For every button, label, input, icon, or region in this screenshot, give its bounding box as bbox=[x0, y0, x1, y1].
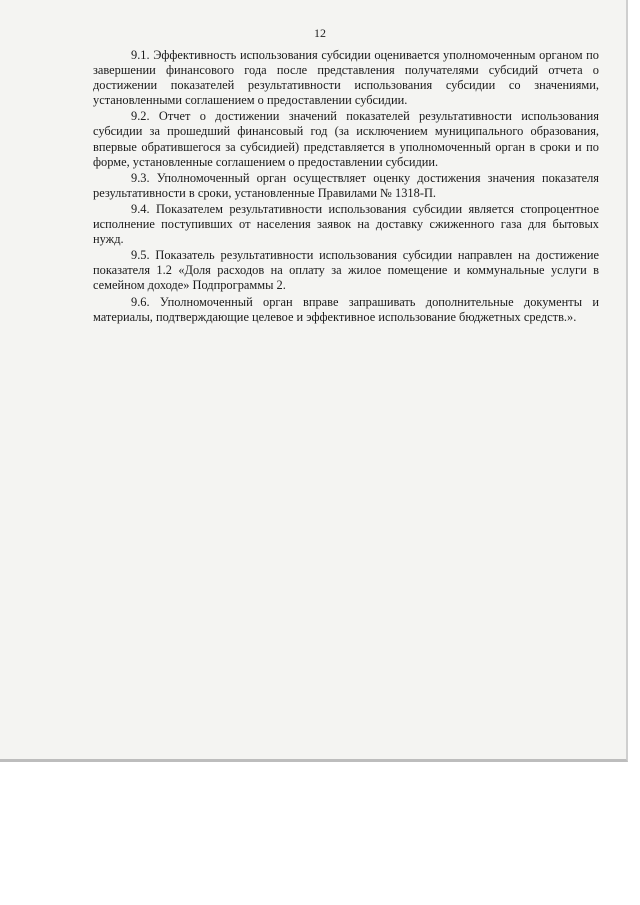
paragraph-9-6: 9.6. Уполномоченный орган вправе запрашивать дополнительные документы и материалы, подтверждающие целевое и эффективное использование бюджетных средств.». bbox=[93, 294, 599, 324]
paragraph-9-4: 9.4. Показателем результативности использования субсидии является стопроцентное исполнение поступивших от населения заявок на доставку сжиженного газа для бытовых нужд. bbox=[93, 201, 599, 247]
paragraph-9-2: 9.2. Отчет о достижении значений показателей результативности использования субсидии за прошедший финансовый год (за исключением муниципального образования, впервые обратившегося за субсидией) представляется в уполномоченный орган в сроки и по форме, установленные соглашением о предоставлении субсидии. bbox=[93, 109, 599, 169]
paragraph-9-3: 9.3. Уполномоченный орган осуществляет оценку достижения значения показателя результативности в сроки, установленные Правилами № 1318-П. bbox=[93, 170, 599, 200]
paragraph-9-5: 9.5. Показатель результативности использования субсидии направлен на достижение показателя 1.2 «Доля расходов на оплату за жилое помещение и коммунальные услуги в семейном доходе» Подпрограммы 2. bbox=[93, 248, 599, 293]
document-body bbox=[93, 48, 599, 326]
paragraph-9-1: 9.1. Эффективность использования субсидии оценивается уполномоченным органом по завершении финансового года после представления получателями субсидий отчета о достижении показателей результативности использования субсидии со значениями, установленными соглашением о предоставлении субсидии. bbox=[93, 48, 599, 108]
page-number: 12 bbox=[314, 26, 326, 40]
